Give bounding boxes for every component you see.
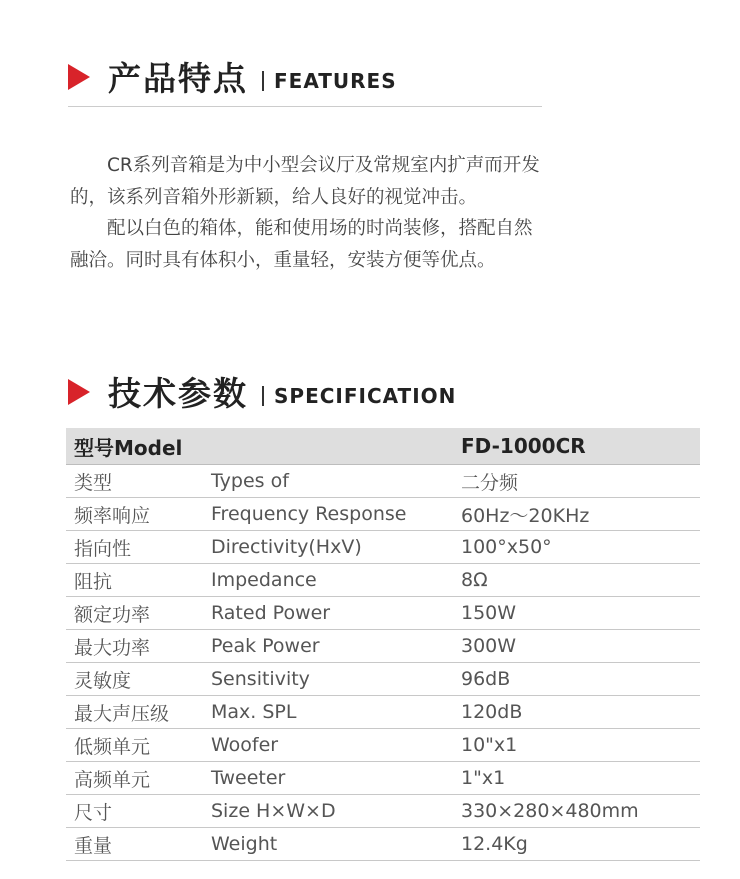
spec-label-zh: 类型 bbox=[66, 465, 203, 498]
spec-label-zh: 重量 bbox=[66, 828, 203, 861]
table-row bbox=[66, 465, 700, 498]
table-header-row bbox=[66, 428, 700, 465]
spec-label-zh: 最大声压级 bbox=[66, 696, 203, 729]
specification-title-zh: 技术参数 bbox=[108, 374, 248, 413]
spec-label-zh: 尺寸 bbox=[66, 795, 203, 828]
spec-label-en: Frequency Response bbox=[203, 498, 453, 531]
spec-label-en: Weight bbox=[203, 828, 453, 861]
spec-value: 100°x50° bbox=[453, 531, 700, 564]
spec-label-en: Rated Power bbox=[203, 597, 453, 630]
specification-heading bbox=[68, 368, 456, 415]
spec-value: 300W bbox=[453, 630, 700, 663]
table-row bbox=[66, 498, 700, 531]
spec-value: 60Hz～20KHz bbox=[453, 498, 700, 531]
spec-value: 10"x1 bbox=[453, 729, 700, 762]
spec-label-zh: 灵敏度 bbox=[66, 663, 203, 696]
specification-table bbox=[66, 428, 700, 861]
features-heading bbox=[68, 53, 397, 100]
table-row bbox=[66, 597, 700, 630]
spec-label-en: Peak Power bbox=[203, 630, 453, 663]
spec-label-en: Max. SPL bbox=[203, 696, 453, 729]
spec-value: 120dB bbox=[453, 696, 700, 729]
spec-label-zh: 低频单元 bbox=[66, 729, 203, 762]
table-row bbox=[66, 696, 700, 729]
features-title-en: FEATURES bbox=[274, 68, 397, 93]
spec-value: 150W bbox=[453, 597, 700, 630]
spec-value: 8Ω bbox=[453, 564, 700, 597]
spec-label-zh: 指向性 bbox=[66, 531, 203, 564]
spec-label-zh: 阻抗 bbox=[66, 564, 203, 597]
specification-title-en: SPECIFICATION bbox=[274, 383, 457, 408]
table-row bbox=[66, 795, 700, 828]
table-row bbox=[66, 729, 700, 762]
spec-value: 12.4Kg bbox=[453, 828, 700, 861]
spec-label-zh: 最大功率 bbox=[66, 630, 203, 663]
table-row bbox=[66, 531, 700, 564]
section-divider bbox=[68, 106, 542, 107]
features-paragraph-1: CR系列音箱是为中小型会议厅及常规室内扩声而开发的，该系列音箱外形新颖，给人良好的视觉冲击。 bbox=[70, 155, 540, 208]
table-row bbox=[66, 828, 700, 861]
spec-label-zh: 高频单元 bbox=[66, 762, 203, 795]
table-row bbox=[66, 630, 700, 663]
model-value: FD-1000CR bbox=[453, 428, 700, 465]
spec-value: 二分频 bbox=[453, 465, 700, 498]
triangle-marker-icon bbox=[68, 379, 90, 405]
features-paragraph-2: 配以白色的箱体，能和使用场的时尚装修，搭配自然融洽。同时具有体积小，重量轻，安装方便等优点。 bbox=[70, 218, 533, 271]
spec-label-en: Directivity(HxV) bbox=[203, 531, 453, 564]
spec-value: 96dB bbox=[453, 663, 700, 696]
table-row bbox=[66, 564, 700, 597]
features-title-zh: 产品特点 bbox=[108, 59, 248, 98]
spec-label-zh: 额定功率 bbox=[66, 597, 203, 630]
triangle-marker-icon bbox=[68, 64, 90, 90]
spec-label-en: Sensitivity bbox=[203, 663, 453, 696]
title-divider bbox=[262, 386, 264, 406]
spec-value: 330×280×480mm bbox=[453, 795, 700, 828]
spec-label-en: Woofer bbox=[203, 729, 453, 762]
spec-label-en: Impedance bbox=[203, 564, 453, 597]
table-row bbox=[66, 762, 700, 795]
features-text bbox=[70, 150, 540, 276]
table-row bbox=[66, 663, 700, 696]
spec-label-en: Types of bbox=[203, 465, 453, 498]
title-divider bbox=[262, 71, 264, 91]
spec-label-en: Size H×W×D bbox=[203, 795, 453, 828]
spec-value: 1"x1 bbox=[453, 762, 700, 795]
spec-label-en: Tweeter bbox=[203, 762, 453, 795]
spec-label-zh: 频率响应 bbox=[66, 498, 203, 531]
model-label: 型号Model bbox=[66, 428, 453, 465]
